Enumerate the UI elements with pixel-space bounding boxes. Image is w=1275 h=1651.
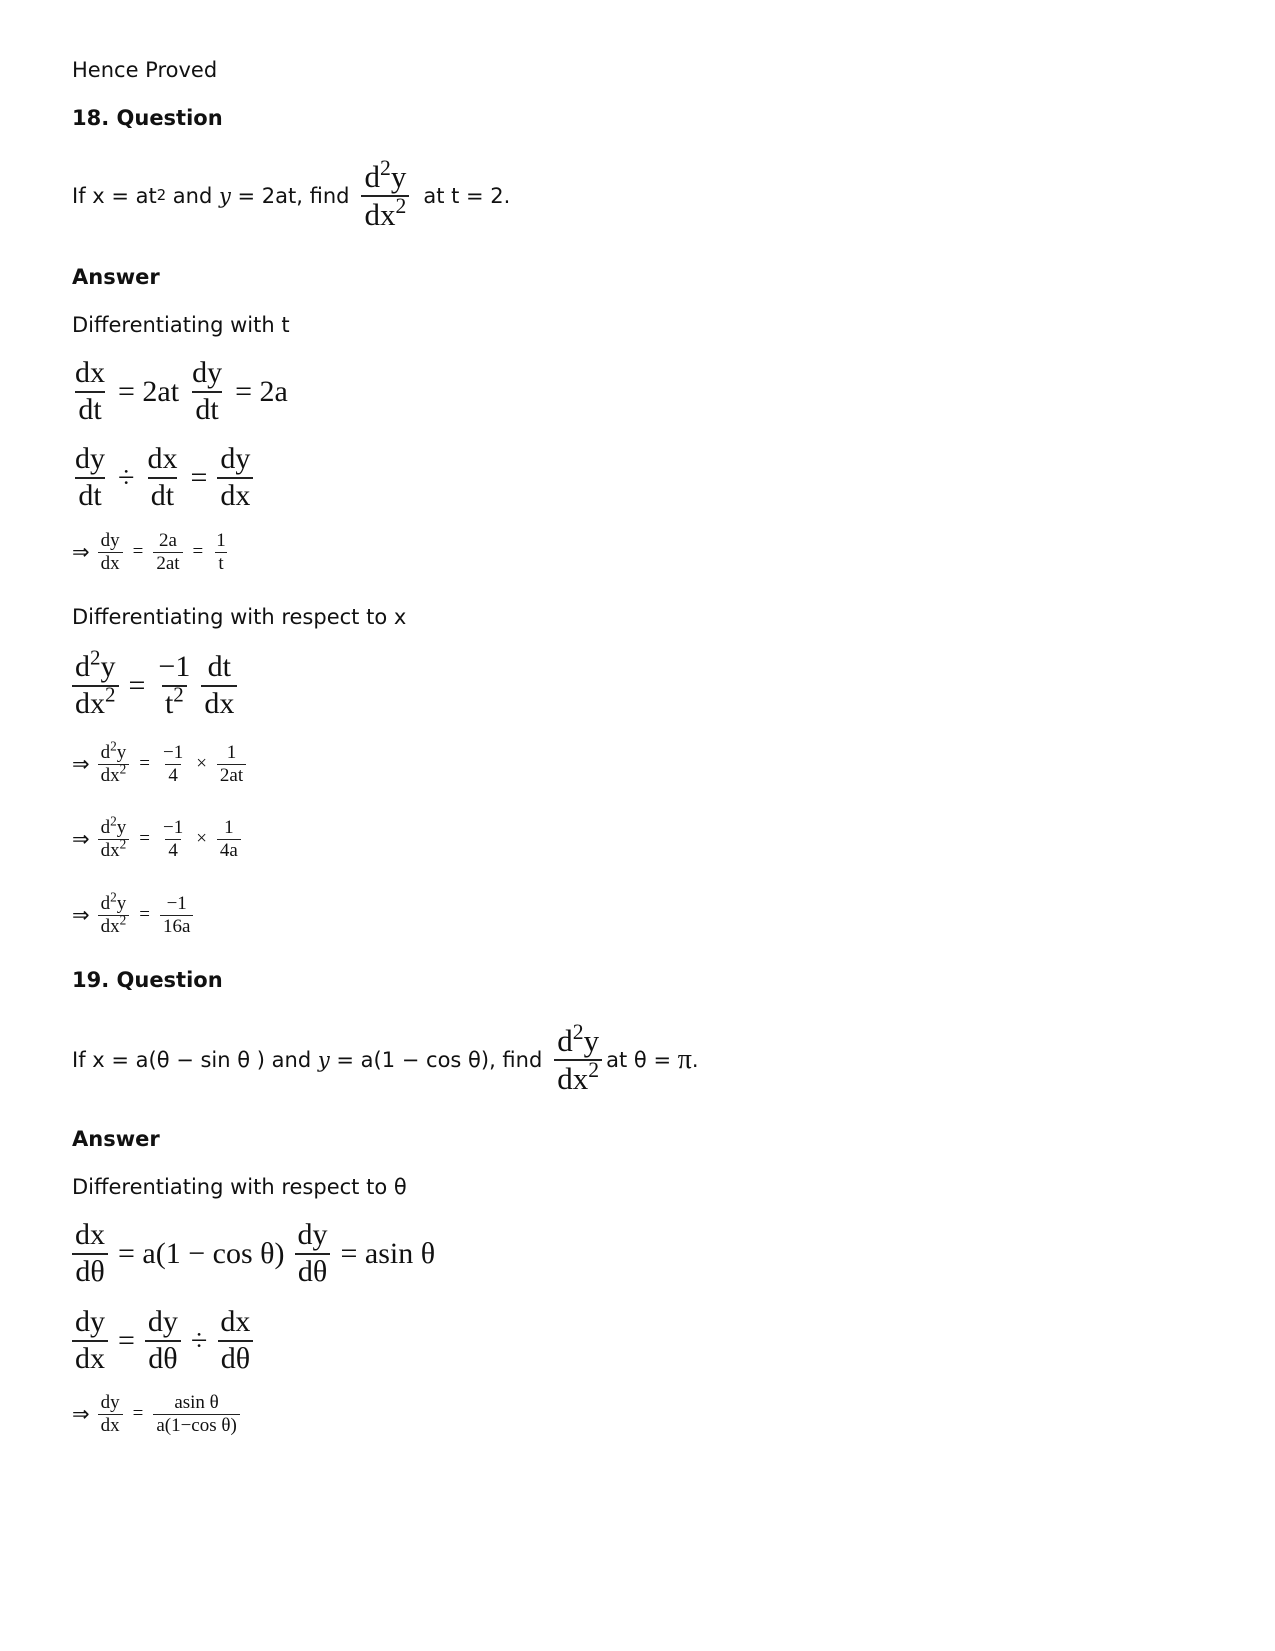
q19-second-derivative-fraction: $\frac{d^2y}{dx^2}$ [554,1023,602,1096]
q18-text-a: If x = at [72,184,157,208]
hence-proved-text: Hence Proved [72,58,218,82]
q19-equation-3: ⇒ $\frac{dy}{dx}$ = $\frac{\text{asin θ}}{\text{a(1−cos θ)}}$ [72,1392,244,1437]
q18-step1-text: Differentiating with t [72,313,290,337]
q19-pi-symbol: π [677,1044,692,1075]
q18-text-b: and [166,184,219,208]
question-19-heading: 19. Question [72,968,223,992]
q18-answer-heading: Answer [72,265,160,289]
q19-text-period: . [691,1048,699,1072]
q18-equation-2: $\frac{dy}{dt}$ ÷ $\frac{dx}{dt}$ = $\frac{dy}{dx}$ [68,442,257,513]
q18-equation-4: $\frac{d^2y}{dx^2}$ = $\frac{-1}{t^2}$ $\frac{dt}{dx}$ [68,650,241,721]
q19-equation-1: $\frac{dx}{d\theta}$ = a(1 − cos θ) $\frac{dy}{d\theta}$ = asin θ [68,1218,441,1289]
q18-text-post: at t = 2. [423,184,511,208]
q19-y-symbol: y [317,1048,330,1072]
q18-y-symbol: y [218,184,231,208]
q18-second-derivative-fraction: $\frac{d^2y}{dx^2}$ [361,159,409,232]
question-19-text [72,1016,699,1104]
q19-step1-text: Differentiating with respect to θ [72,1175,407,1199]
q19-answer-heading: Answer [72,1127,160,1151]
q18-equation-1: $\frac{dx}{dt}$ = 2at $\frac{dy}{dt}$ = 2a [75,356,288,426]
question-18-heading: 18. Question [72,106,223,130]
q19-equation-2: $\frac{dy}{dx}$ = $\frac{dy}{d\theta}$ ÷ $\frac{dx}{d\theta}$ [68,1305,257,1376]
q19-text-b: = a(1 − cos θ), find [329,1048,543,1072]
q18-equation-6: ⇒ $\frac{d^2y}{dx^2}$ = $\frac{-1}{4}$ × $\frac{1}{4a}$ [72,817,245,862]
q18-equation-5: ⇒ $\frac{d^2y}{dx^2}$ = $\frac{-1}{4}$ × $\frac{1}{2at}$ [72,742,250,787]
q19-text-post: at θ = [606,1048,678,1072]
question-18-text: If x = at 2 and y = 2at, find $\frac{d^2y}{dx^2}$ at t = 2. [72,156,511,232]
q18-step2-text: Differentiating with respect to x [72,605,407,629]
q19-text-a: If x = a(θ − sin θ ) and [72,1048,318,1072]
q18-text-c: = 2at, find [230,184,350,208]
q18-equation-7: ⇒ $\frac{d^2y}{dx^2}$ = $\frac{-1}{16a}$ [72,893,197,938]
q18-equation-3: ⇒ $\frac{dy}{dx}$ = $\frac{2a}{2at}$ = $\frac{1}{t}$ [72,530,226,574]
